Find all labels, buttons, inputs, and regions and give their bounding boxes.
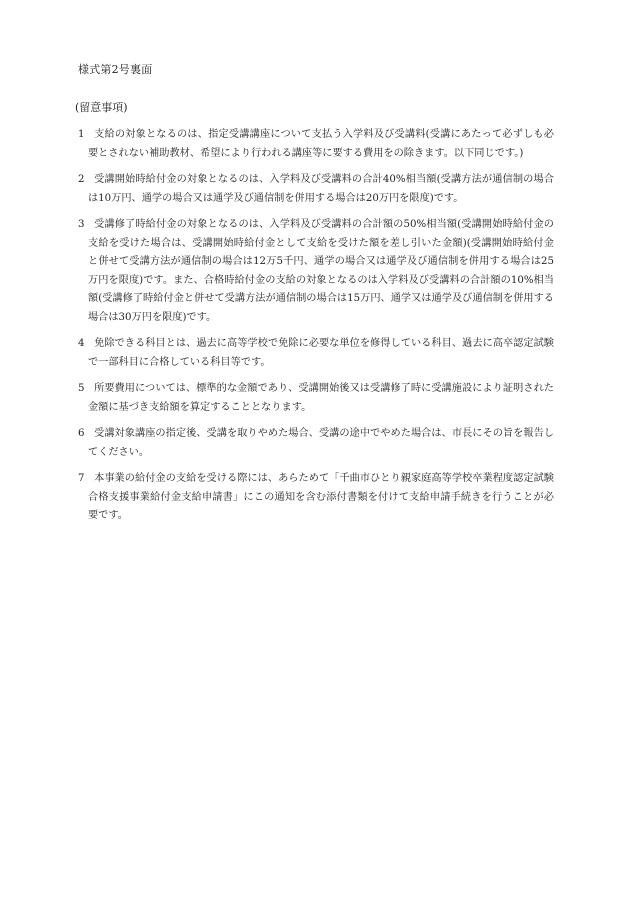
note-number: 7 bbox=[78, 473, 85, 484]
note-number: 4 bbox=[78, 338, 85, 349]
note-number: 6 bbox=[78, 428, 85, 439]
note-item bbox=[78, 425, 554, 462]
note-item bbox=[78, 335, 554, 372]
notes-heading: (留意事項) bbox=[75, 101, 128, 114]
note-item bbox=[78, 380, 554, 417]
note-text: 受講対象講座の指定後、受講を取りやめた場合、受講の途中でやめた場合は、市長にその旨を報告してください。 bbox=[88, 428, 554, 458]
note-text: 受講修了時給付金の対象となるのは、入学料及び受講料の合計額の50%相当額(受講開始時給付金の支給を受けた場合は、受講開始時給付金として支給を受けた額を差し引いた金額)(受講開始時給付金と併せて受講方法が通信制の場合は12万5千円、通学の場合又は通学及び通信制を併用する場合は25万円を限度)です。また、合格時給付金の支給の対象となるのは入学料及び受講料の合計額の10%相当額(受講修了時給付金と併せて受講方法が通信制の場合は15万円、通学又は通学及び通信制を併用する場合は30万円を限度)です。 bbox=[88, 219, 554, 323]
note-number: 5 bbox=[78, 383, 85, 394]
note-number: 1 bbox=[78, 129, 85, 140]
note-text: 所要費用については、標準的な金額であり、受講開始後又は受講修了時に受講施設により証明された金額に基づき支給額を算定することとなります。 bbox=[88, 383, 554, 413]
notes-list bbox=[78, 126, 554, 526]
document-page bbox=[75, 62, 554, 534]
note-item bbox=[78, 126, 554, 163]
note-text: 支給の対象となるのは、指定受講講座について支払う入学料及び受講料(受講にあたって必ずしも必要とされない補助教材、希望により行われる講座等に要する費用をの除きます。以下同じです。) bbox=[88, 129, 554, 159]
note-number: 3 bbox=[78, 219, 85, 230]
note-item bbox=[78, 470, 554, 526]
note-item bbox=[78, 171, 554, 208]
note-number: 2 bbox=[78, 174, 85, 185]
note-text: 本事業の給付金の支給を受ける際には、あらためて「千曲市ひとり親家庭高等学校卒業程度認定試験合格支援事業給付金支給申請書」にこの通知を含む添付書類を付けて支給申請手続きを行うことが必要です。 bbox=[88, 473, 554, 521]
note-text: 受講開始時給付金の対象となるのは、入学料及び受講料の合計40%相当額(受講方法が通信制の場合は10万円、通学の場合又は通学及び通信制を併用する場合は20万円を限度)です。 bbox=[88, 174, 554, 204]
note-item bbox=[78, 216, 554, 327]
form-title: 様式第2号裏面 bbox=[78, 63, 153, 76]
note-text: 免除できる科目とは、過去に高等学校で免除に必要な単位を修得している科目、過去に高卒認定試験で一部科目に合格している科目等です。 bbox=[88, 338, 554, 368]
